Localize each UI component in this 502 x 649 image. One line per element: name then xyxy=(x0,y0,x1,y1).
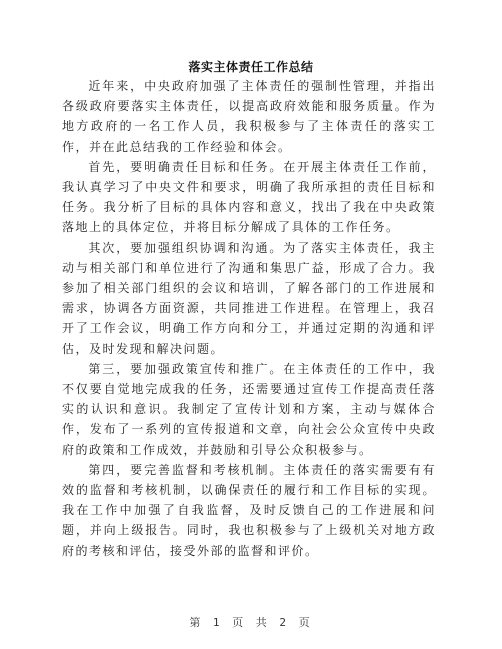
document-title: 落实主体责任工作总结 xyxy=(188,60,314,74)
paragraph-fourth: 第四，要完善监督和考核机制。主体责任的落实需要有有效的监督和考核机制，以确保责任的履行和工作目标的实现。我在工作中加强了自我监督，及时反馈自己的工作进展和问题，并向上级报告。同时，我也积极参与了上级机关对地方政府的考核和评估，接受外部的监督和评价。 xyxy=(62,462,436,558)
page-number-footer: 第 1 页 共 2 页 xyxy=(189,616,313,629)
paragraph-second: 其次，要加强组织协调和沟通。为了落实主体责任，我主动与相关部门和单位进行了沟通和集思广益，形成了合力。我参加了相关部门组织的会议和培训，了解各部门的工作进展和需求，协调各方面资源，共同推进工作进程。在管理上，我召开了工作会议，明确工作方向和分工，并通过定期的沟通和评估，及时发现和解决问题。 xyxy=(62,240,436,356)
paragraph-first: 首先，要明确责任目标和任务。在开展主体责任工作前，我认真学习了中央文件和要求，明确了我所承担的责任目标和任务。我分析了目标的具体内容和意义，找出了我在中央政策落地上的具体定位，并将目标分解成了具体的工作任务。 xyxy=(62,159,436,235)
paragraph-third: 第三，要加强政策宣传和推广。在主体责任的工作中，我不仅要自觉地完成我的任务，还需要通过宣传工作提高责任落实的认识和意识。我制定了宣传计划和方案，主动与媒体合作，发布了一系列的宣传报道和文章，向社会公众宣传中央政府的政策和工作成效，并鼓励和引导公众积极参与。 xyxy=(62,361,436,457)
document-body xyxy=(62,76,436,561)
paragraph-intro: 近年来，中央政府加强了主体责任的强制性管理，并指出各级政府要落实主体责任，以提高政府效能和服务质量。作为地方政府的一名工作人员，我积极参与了主体责任的落实工作，并在此总结我的工作经验和体会。 xyxy=(62,79,436,154)
